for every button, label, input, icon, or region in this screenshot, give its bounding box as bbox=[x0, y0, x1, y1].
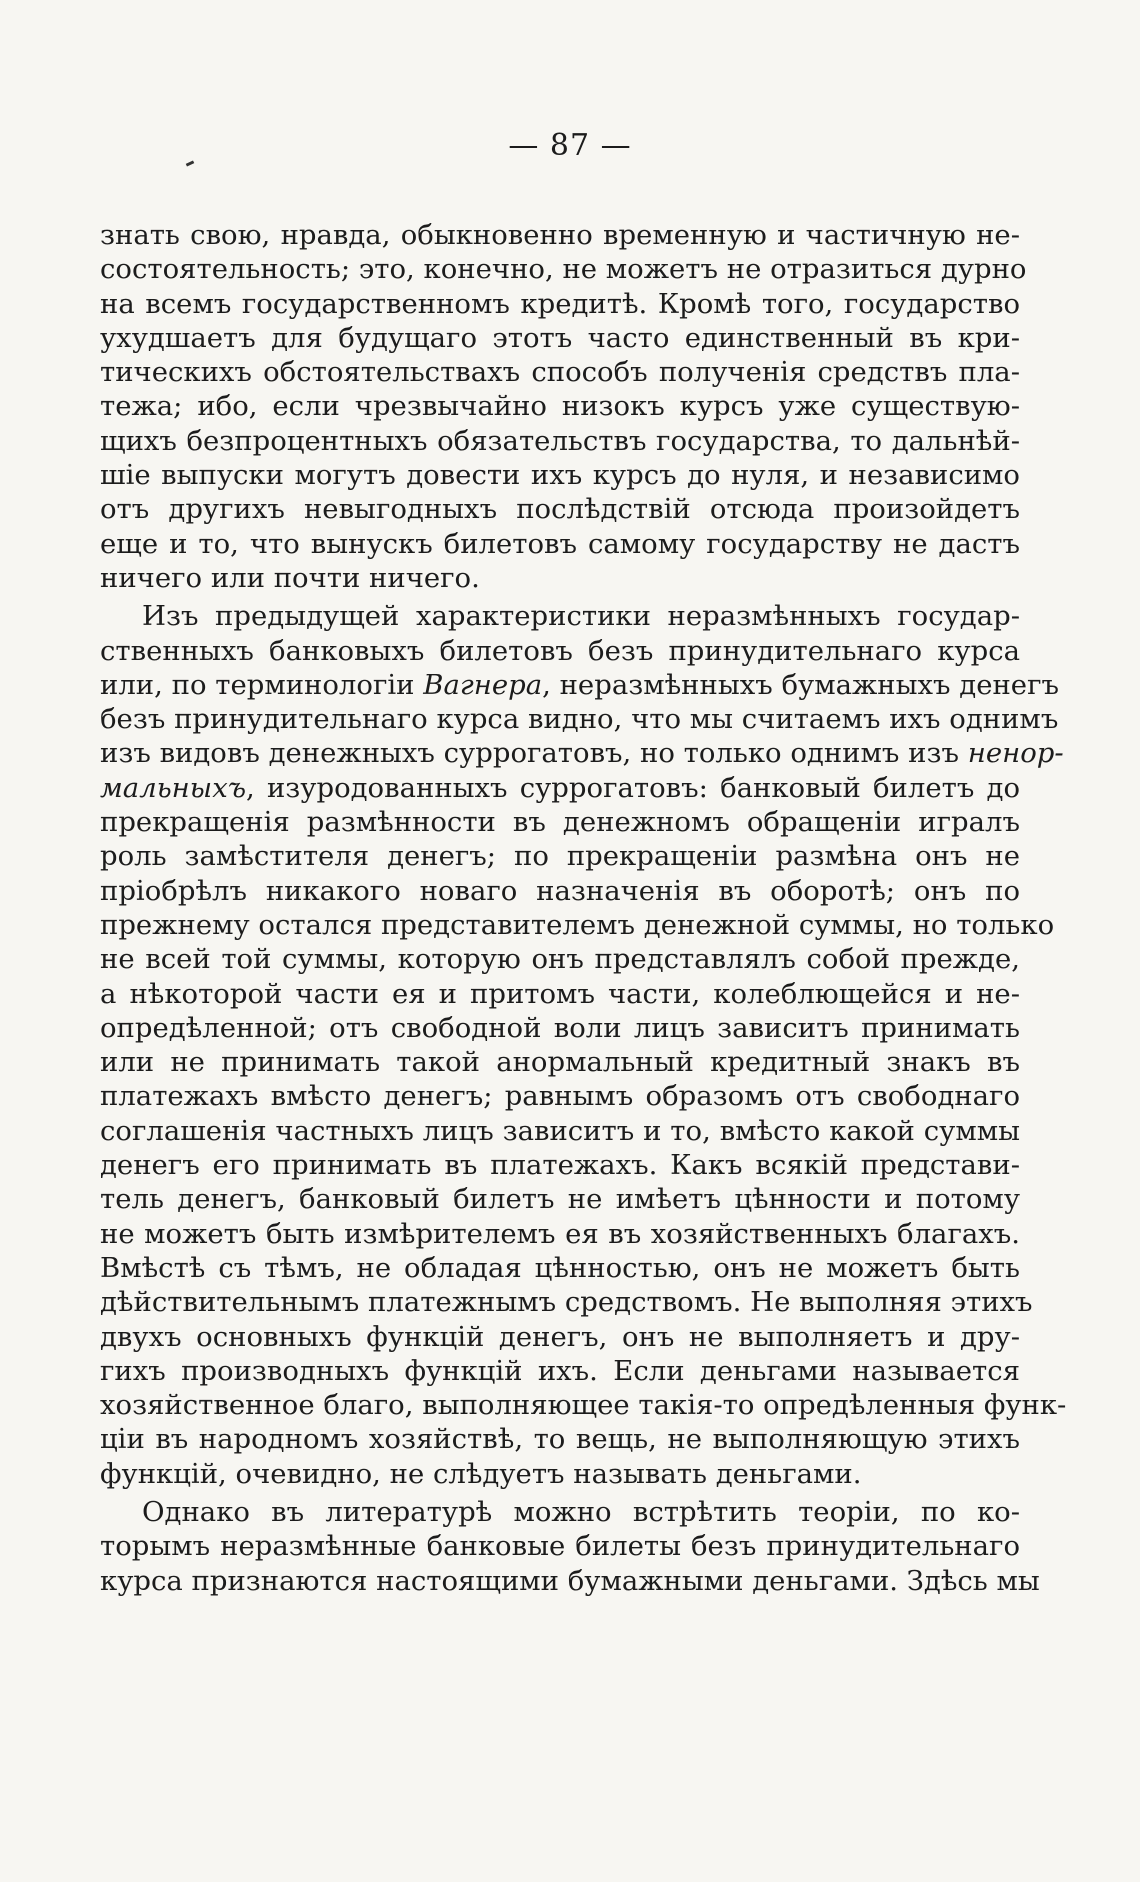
text-line: прежнему остался представителемъ денежной суммы, но только bbox=[100, 908, 1055, 941]
text-line: тическихъ обстоятельствахъ способъ полученія средствъ пла- bbox=[100, 356, 1020, 389]
text-line: щихъ безпроцентныхъ обязательствъ государства, то дальнѣй- bbox=[100, 424, 1020, 457]
text-run: , изуродованныхъ суррогатовъ: банковый билетъ до bbox=[246, 771, 1020, 804]
text-line: ціи въ народномъ хозяйствѣ, то вещь, не выполняющую этихъ bbox=[100, 1423, 1020, 1456]
text-line: платежахъ вмѣсто денегъ; равнымъ образомъ отъ свободнаго bbox=[100, 1080, 1020, 1113]
italic-term: мальныхъ bbox=[100, 771, 247, 804]
italic-term: Вагнера bbox=[423, 668, 543, 701]
italic-term: ненор- bbox=[967, 737, 1064, 770]
text-line: Изъ предыдущей характеристики неразмѣнныхъ государ- bbox=[142, 600, 1020, 633]
text-line: ственныхъ банковыхъ билетовъ безъ принудительнаго курса bbox=[100, 634, 1020, 667]
text-line: еще и то, что вынускъ билетовъ самому государству не дастъ bbox=[100, 527, 1020, 560]
text-line: Вмѣстѣ съ тѣмъ, не обладая цѣнностью, онъ не можетъ быть bbox=[100, 1251, 1020, 1284]
text-line: ухудшаетъ для будущаго этотъ часто единственный въ кри- bbox=[100, 321, 1020, 354]
text-line: двухъ основныхъ функцій денегъ, онъ не выполняетъ и дру- bbox=[100, 1320, 1020, 1353]
text-line: опредѣленной; отъ свободной воли лицъ зависитъ принимать bbox=[100, 1011, 1020, 1044]
text-line: не всей той суммы, которую онъ представлялъ собой прежде, bbox=[100, 943, 1020, 976]
body-text bbox=[100, 218, 1067, 1598]
text-line: курса признаются настоящими бумажными деньгами. Здѣсь мы bbox=[100, 1564, 1040, 1597]
text-line: на всемъ государственномъ кредитѣ. Кромѣ того, государство bbox=[100, 287, 1020, 320]
text-line: соглашенія частныхъ лицъ зависитъ и то, вмѣсто какой суммы bbox=[100, 1114, 1020, 1147]
text-line: а нѣкоторой части ея и притомъ части, колеблющейся и не- bbox=[100, 977, 1020, 1010]
text-line: ничего или почти ничего. bbox=[100, 561, 480, 594]
text-line bbox=[100, 736, 1064, 770]
text-line: тель денегъ, банковый билетъ не имѣетъ цѣнности и потому bbox=[100, 1183, 1020, 1216]
text-line: шіе выпуски могутъ довести ихъ курсъ до нуля, и независимо bbox=[100, 459, 1020, 492]
text-line bbox=[100, 668, 1059, 702]
text-line: или не принимать такой анормальный кредитный знакъ въ bbox=[100, 1046, 1020, 1079]
page-number: — 87 — bbox=[508, 128, 632, 163]
text-line: безъ принудительнаго курса видно, что мы считаемъ ихъ однимъ bbox=[100, 703, 1059, 736]
text-line: состоятельность; это, конечно, не можетъ не отразиться дурно bbox=[100, 253, 1027, 286]
text-line: знать свою, нравда, обыкновенно временную и частичную не- bbox=[100, 219, 1020, 251]
text-line: функцій, очевидно, не слѣдуетъ называть деньгами. bbox=[100, 1457, 862, 1490]
text-line: гихъ производныхъ функцій ихъ. Если деньгами называется bbox=[100, 1354, 1020, 1387]
text-line: хозяйственное благо, выполняющее такія-то опредѣленныя функ- bbox=[100, 1389, 1067, 1422]
text-line: денегъ его принимать въ платежахъ. Какъ всякій представи- bbox=[100, 1149, 1020, 1182]
text-line: роль замѣстителя денегъ; по прекращеніи размѣна онъ не bbox=[100, 840, 1020, 873]
text-run: , неразмѣнныхъ бумажныхъ денегъ bbox=[542, 668, 1059, 701]
text-line: отъ другихъ невыгодныхъ послѣдствій отсюда произойдетъ bbox=[100, 493, 1020, 526]
text-run: изъ видовъ денежныхъ суррогатовъ, но только однимъ изъ bbox=[100, 737, 968, 770]
text-line: тежа; ибо, если чрезвычайно низокъ курсъ уже существую- bbox=[100, 390, 1020, 423]
text-run: или, по терминологіи bbox=[100, 668, 424, 701]
text-line: Однако въ литературѣ можно встрѣтить теоріи, по ко- bbox=[142, 1495, 1020, 1528]
text-line: дѣйствительнымъ платежнымъ средствомъ. Не выполняя этихъ bbox=[100, 1286, 1033, 1319]
text-line: прекращенія размѣнности въ денежномъ обращеніи игралъ bbox=[100, 806, 1020, 839]
text-line: пріобрѣлъ никакого новаго назначенія въ оборотѣ; онъ по bbox=[100, 874, 1020, 907]
text-line bbox=[100, 771, 1020, 805]
text-line: не можетъ быть измѣрителемъ ея въ хозяйственныхъ благахъ. bbox=[100, 1217, 1020, 1250]
text-line: торымъ неразмѣнные банковые билеты безъ принудительнаго bbox=[100, 1530, 1020, 1563]
